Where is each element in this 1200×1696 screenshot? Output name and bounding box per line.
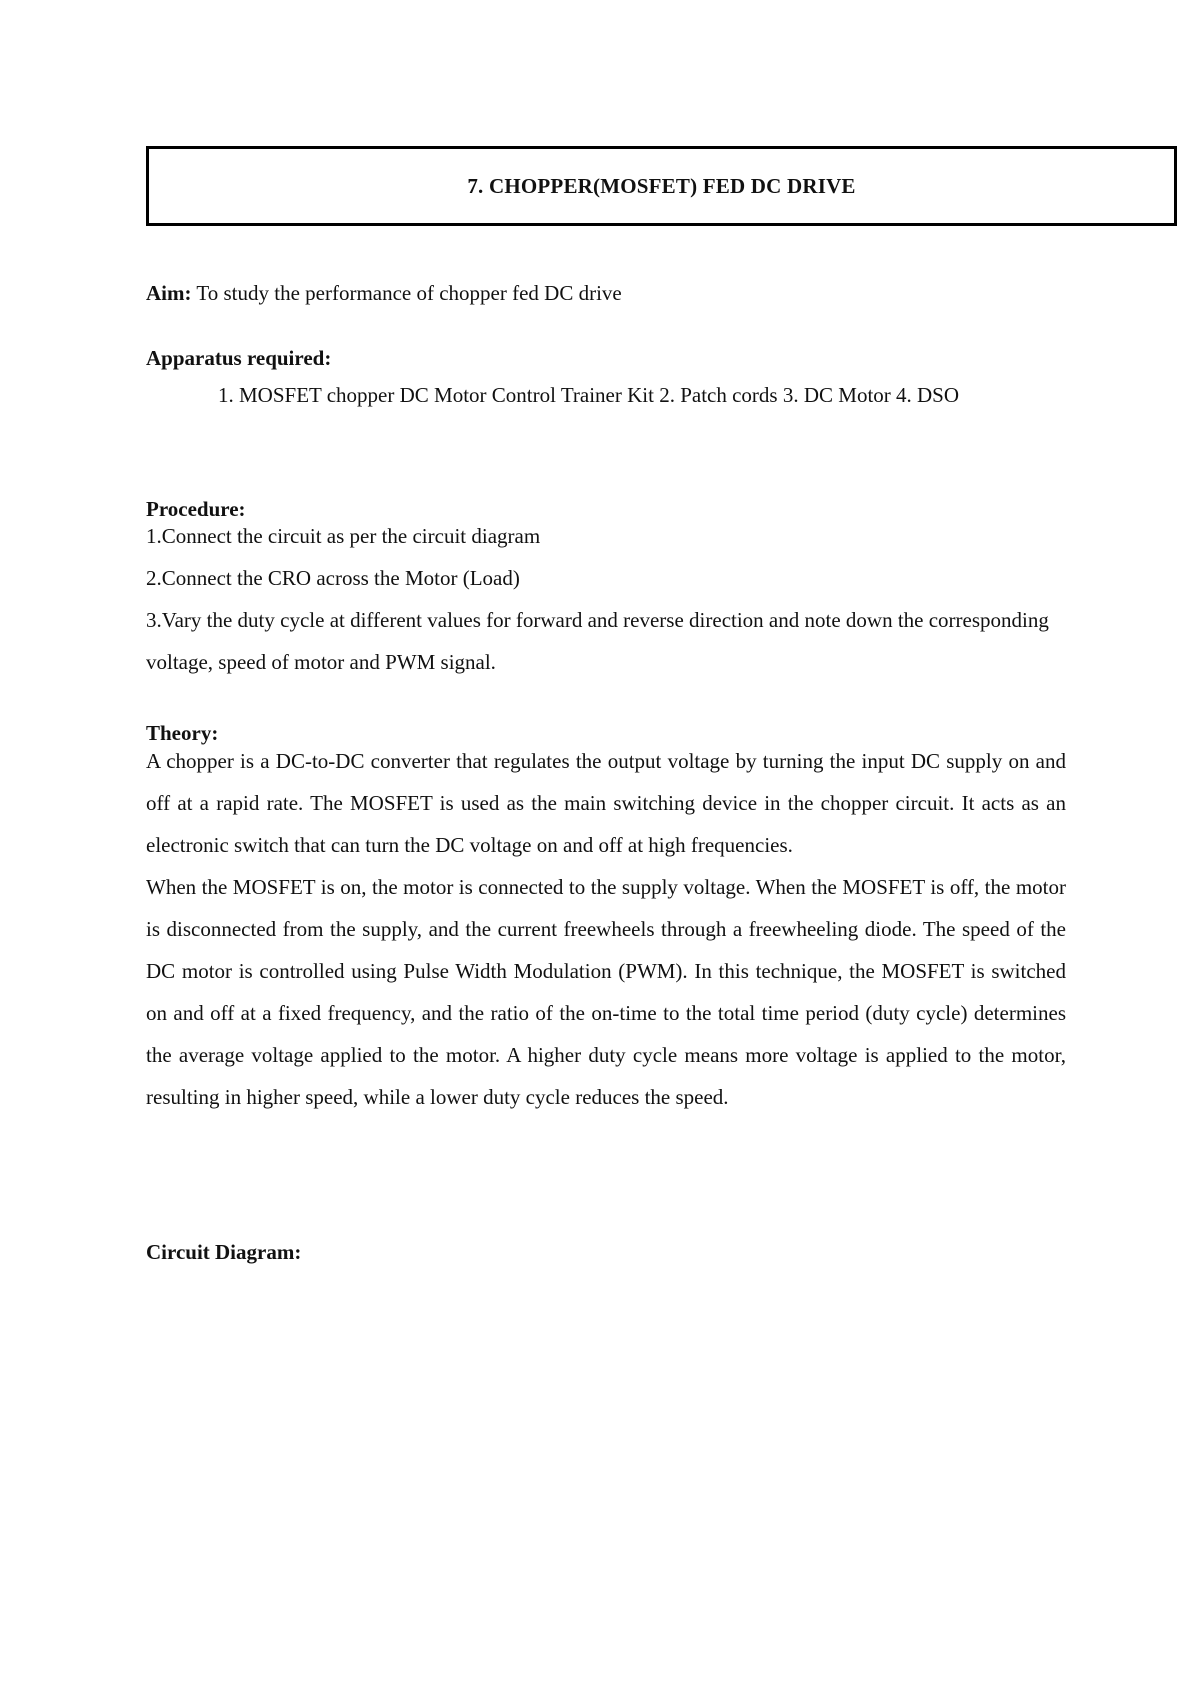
circuit-diagram-heading: Circuit Diagram: [146,1240,302,1264]
theory-body [146,740,1066,1118]
apparatus-list: 1. MOSFET chopper DC Motor Control Trainer Kit 2. Patch cords 3. DC Motor 4. DSO [218,383,960,407]
aim-label: Aim: [146,281,192,305]
procedure-steps [146,515,1066,683]
procedure-step: 2.Connect the CRO across the Motor (Load) [146,566,520,590]
theory-paragraph: A chopper is a DC-to-DC converter that regulates the output voltage by turning the input DC supply on and off at a rapid rate. The MOSFET is used as the main switching device in the chopper circuit. It acts as an electronic switch that can turn the DC voltage on and off at high frequencies. [146,749,1066,857]
theory-paragraph: When the MOSFET is on, the motor is connected to the supply voltage. When the MOSFET is off, the motor is disconnected from the supply, and the current freewheels through a freewheeling diode. The speed of the DC motor is controlled using Pulse Width Modulation (PWM). In this technique, the MOSFET is switched on and off at a fixed frequency, and the ratio of the on-time to the total time period (duty cycle) determines the average voltage applied to the motor. A higher duty cycle means more voltage is applied to the motor, resulting in higher speed, while a lower duty cycle reduces the speed. [146,875,1066,1109]
page-title: 7. CHOPPER(MOSFET) FED DC DRIVE [467,173,856,198]
apparatus-heading: Apparatus required: [146,346,332,370]
aim-text: To study the performance of chopper fed DC drive [191,281,622,305]
procedure-step: 1.Connect the circuit as per the circuit diagram [146,524,541,548]
procedure-heading: Procedure: [146,497,246,521]
theory-heading: Theory: [146,721,219,745]
procedure-step: 3.Vary the duty cycle at different values for forward and reverse direction and note down the corresponding voltage, speed of motor and PWM signal. [146,608,1049,674]
aim-line [146,275,1066,311]
title-box [146,146,1177,226]
